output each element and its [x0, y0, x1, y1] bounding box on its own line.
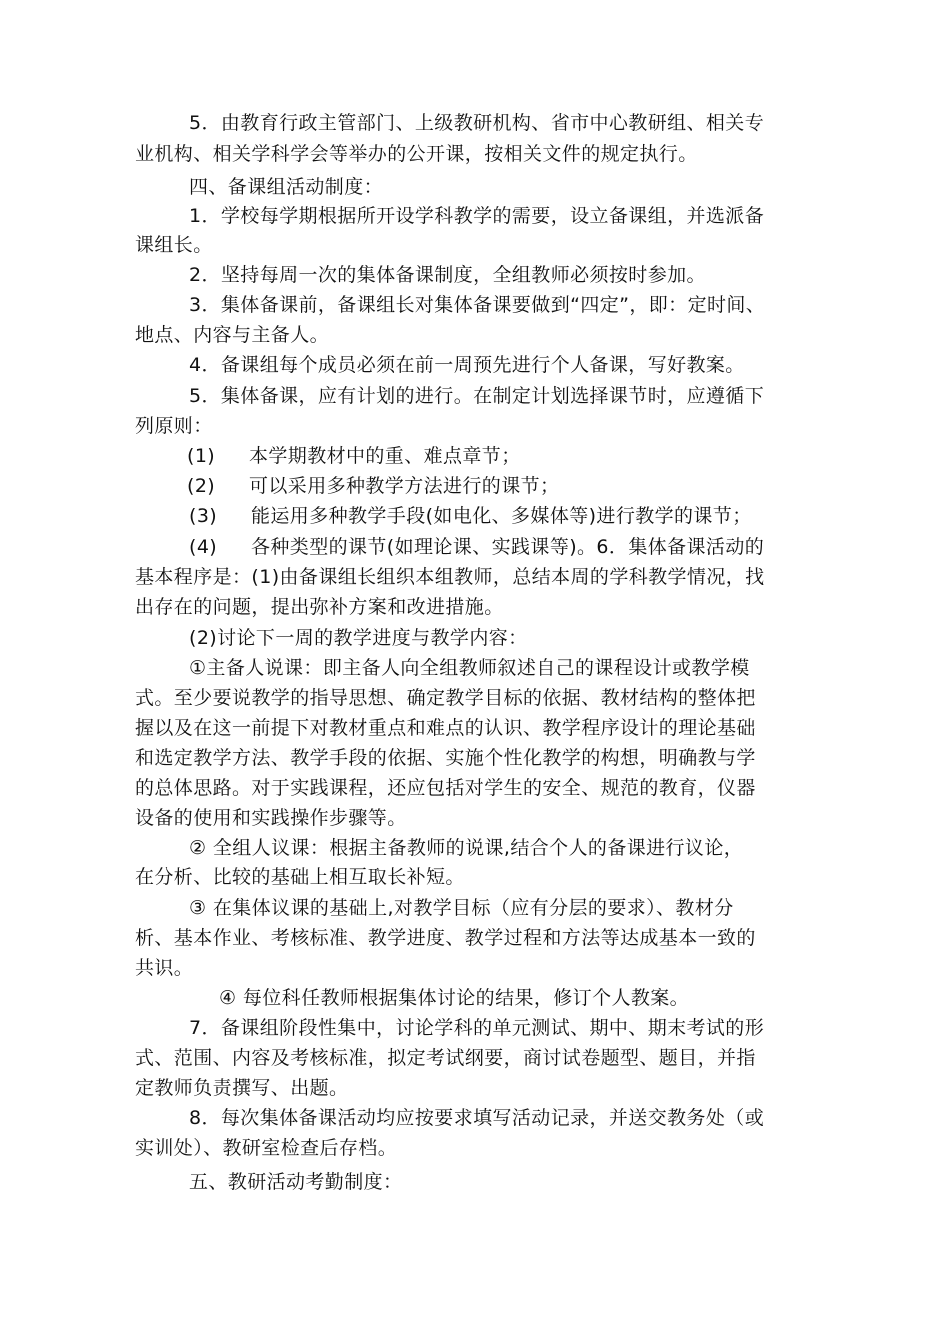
paragraph-line: 5．集体备课，应有计划的进行。在制定计划选择课节时，应遵循下 — [189, 385, 765, 407]
paragraph-line: 1．学校每学期根据所开设学科教学的需要，设立备课组，并选派备 — [189, 205, 765, 227]
paragraph-line: 析、基本作业、考核标准、教学进度、教学过程和方法等达成基本一致的 — [135, 927, 756, 949]
list-marker: (3) — [189, 505, 218, 527]
paragraph-line: 基本程序是：(1)由备课组长组织本组教师，总结本周的学科教学情况，找 — [135, 566, 765, 588]
paragraph-line: (2)讨论下一周的教学进度与教学内容： — [189, 627, 528, 649]
paragraph-line: 5．由教育行政主管部门、上级教研机构、省市中心教研组、相关专 — [189, 112, 765, 134]
paragraph-line: 地点、内容与主备人。 — [135, 324, 330, 346]
paragraph-line: 3．集体备课前，备课组长对集体备课要做到“四定”，即：定时间、 — [189, 294, 766, 316]
paragraph-line: 8．每次集体备课活动均应按要求填写活动记录，并送交教务处（或 — [189, 1107, 765, 1129]
paragraph-line: 式。至少要说教学的指导思想、确定教学目标的依据、教材结构的整体把 — [135, 687, 756, 709]
section-heading: 五、教研活动考勤制度： — [189, 1171, 403, 1193]
list-item — [189, 534, 764, 560]
paragraph-line: 课组长。 — [135, 234, 213, 256]
paragraph-line: ①主备人说课：即主备人向全组教师叙述自己的课程设计或教学模 — [189, 657, 750, 679]
paragraph-line: 4．备课组每个成员必须在前一周预先进行个人备课，写好教案。 — [189, 354, 745, 376]
paragraph-line: 式、范围、内容及考核标准，拟定考试纲要，商讨试卷题型、题目，并指 — [135, 1047, 756, 1069]
list-marker: (4) — [189, 536, 218, 558]
paragraph-line: ④ 每位科任教师根据集体讨论的结果，修订个人教案。 — [219, 987, 690, 1009]
paragraph-line: 业机构、相关学科学会等举办的公开课，按相关文件的规定执行。 — [135, 143, 698, 165]
section-heading: 四、备课组活动制度： — [189, 176, 384, 198]
paragraph-line: 实训处）、教研室检查后存档。 — [135, 1137, 398, 1159]
paragraph-line: 2．坚持每周一次的集体备课制度，全组教师必须按时参加。 — [189, 264, 706, 286]
list-item-text: 能运用多种教学手段(如电化、多媒体等)进行教学的课节； — [251, 505, 752, 527]
list-item-text: 各种类型的课节(如理论课、实践课等)。6．集体备课活动的 — [251, 536, 765, 558]
paragraph-line: 共识。 — [135, 957, 194, 979]
paragraph-line: 在分析、比较的基础上相互取长补短。 — [135, 866, 465, 888]
paragraph-line: 设备的使用和实践操作步骤等。 — [135, 807, 407, 829]
list-item — [187, 443, 521, 469]
paragraph-line: 定教师负责撰写、出题。 — [135, 1077, 349, 1099]
paragraph-line: ③ 在集体议课的基础上,对教学目标（应有分层的要求）、教材分 — [189, 897, 734, 919]
list-marker: (1) — [187, 445, 216, 467]
list-item — [187, 473, 559, 499]
paragraph-line: 的总体思路。对于实践课程，还应包括对学生的安全、规范的教育，仪器 — [135, 777, 756, 799]
list-marker: (2) — [187, 475, 216, 497]
paragraph-line: 和选定教学方法、教学手段的依据、实施个性化教学的构想，明确教与学 — [135, 747, 756, 769]
paragraph-line: 列原则： — [135, 415, 213, 437]
paragraph-line: 出存在的问题，提出弥补方案和改进措施。 — [135, 596, 504, 618]
list-item-text: 本学期教材中的重、难点章节； — [249, 445, 521, 467]
list-item — [189, 503, 752, 529]
paragraph-line: 握以及在这一前提下对教材重点和难点的认识、教学程序设计的理论基础 — [135, 717, 756, 739]
list-item-text: 可以采用多种教学方法进行的课节； — [249, 475, 560, 497]
paragraph-line: ② 全组人议课：根据主备教师的说课,结合个人的备课进行议论， — [189, 837, 744, 859]
paragraph-line: 7．备课组阶段性集中，讨论学科的单元测试、期中、期末考试的形 — [189, 1017, 765, 1039]
